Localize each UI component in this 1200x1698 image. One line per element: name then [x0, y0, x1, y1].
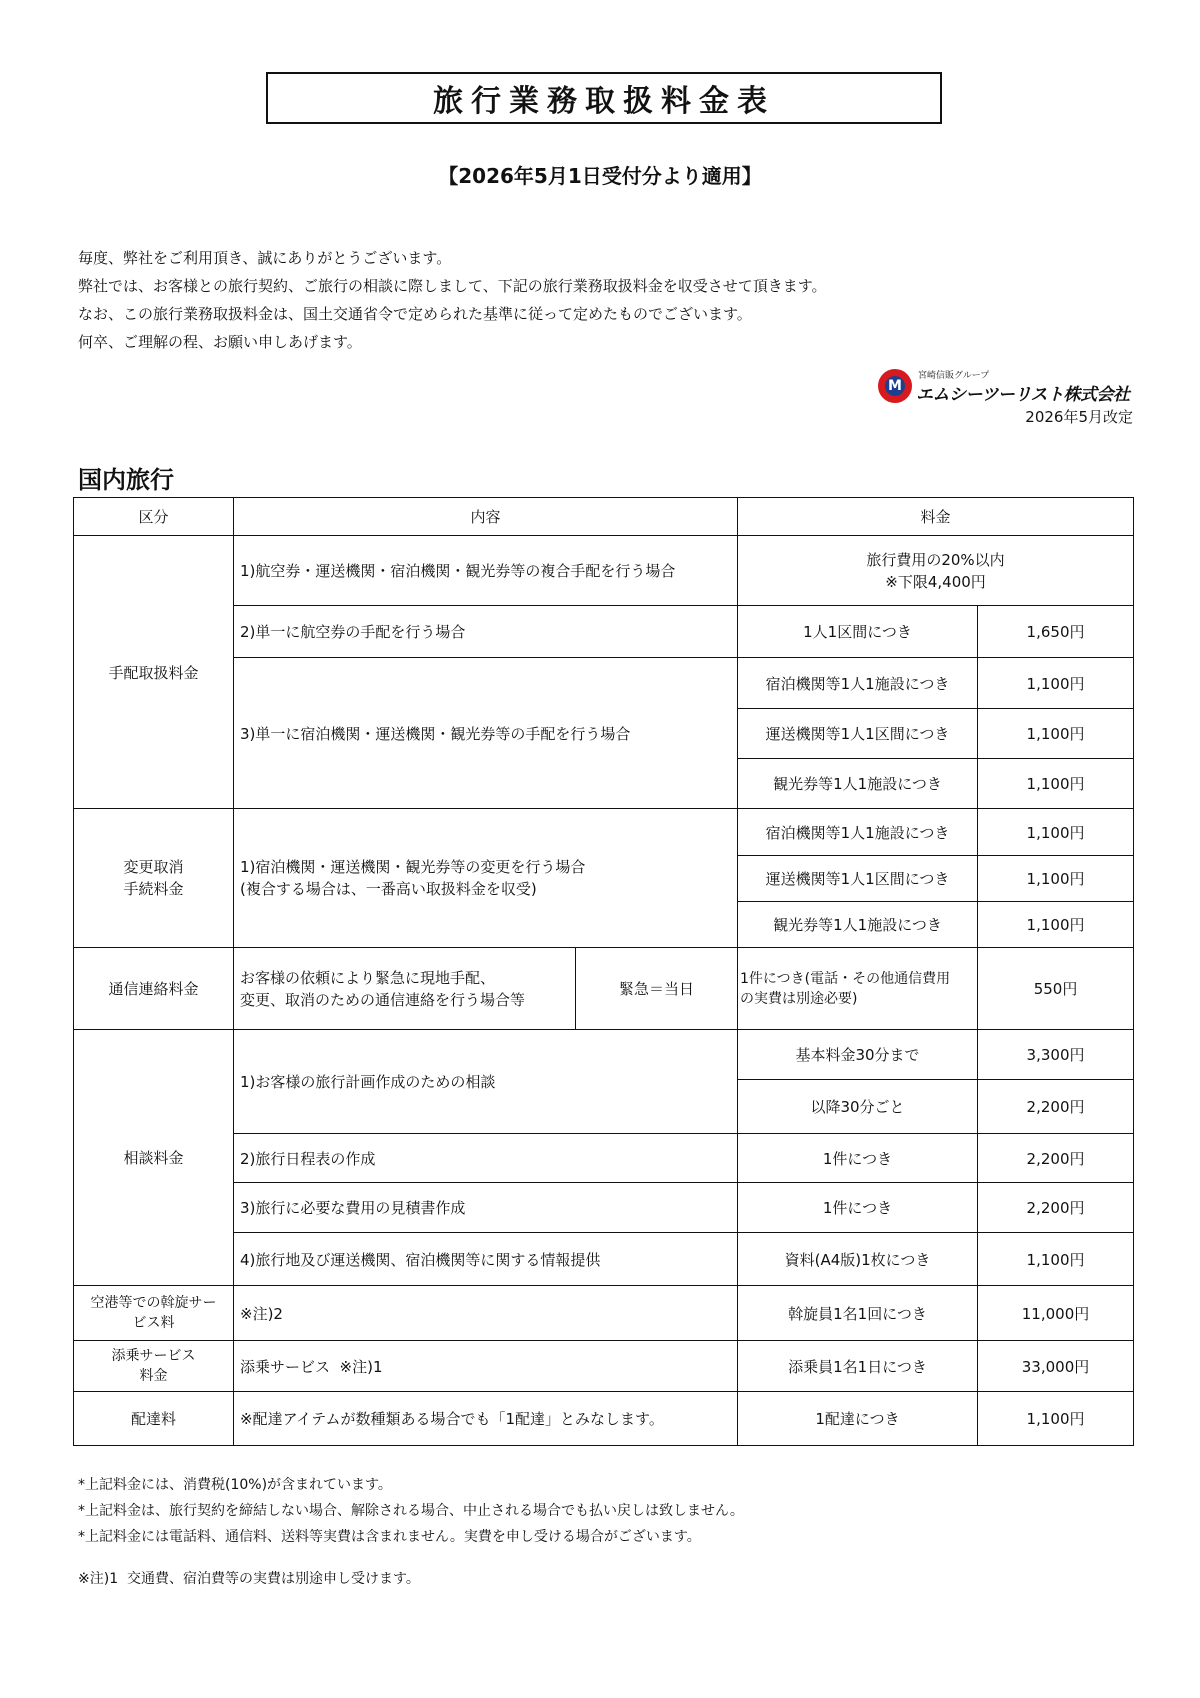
amount-cell: 11,000円: [978, 1286, 1134, 1341]
category-cell: [74, 809, 234, 948]
content-cell: ※注)2: [234, 1286, 738, 1341]
category-cell: 相談料金: [74, 1030, 234, 1286]
notes: [78, 1472, 744, 1550]
intro-line: 何卒、ご理解の程、お願い申しあげます。: [78, 333, 362, 351]
unit-cell: 以降30分ごと: [738, 1080, 978, 1134]
category-line: 変更取消: [123, 858, 184, 876]
content-cell: 3)単一に宿泊機関・運送機関・観光券等の手配を行う場合: [234, 658, 738, 809]
note-line: *上記料金には電話料、通信料、送料等実費は含まれません。実費を申し受ける場合がございます。: [78, 1529, 701, 1545]
content-cell: 2)旅行日程表の作成: [234, 1134, 738, 1183]
logo-group-name: 宮崎信販グループ: [918, 371, 990, 381]
note-line: *上記料金には、消費税(10%)が含まれています。: [78, 1477, 392, 1493]
logo-mark-icon: [878, 369, 912, 403]
section-title: 国内旅行: [78, 466, 174, 494]
amount-cell: 1,100円: [978, 902, 1134, 948]
intro-line: 毎度、弊社をご利用頂き、誠にありがとうございます。: [78, 249, 452, 267]
table-row: [74, 1286, 1134, 1341]
unit-cell: 宿泊機関等1人1施設につき: [738, 658, 978, 709]
content-cell: ※配達アイテムが数種類ある場合でも「1配達」とみなします。: [234, 1392, 738, 1446]
table-row: [74, 1030, 1134, 1080]
fee-line: 旅行費用の20%以内: [866, 550, 1005, 569]
content-cell: 3)旅行に必要な費用の見積書作成: [234, 1183, 738, 1233]
content-cell: 4)旅行地及び運送機関、宿泊機関等に関する情報提供: [234, 1233, 738, 1286]
category-line: ビス料: [132, 1315, 175, 1331]
category-cell: [74, 1286, 234, 1341]
content-cell: 1)航空券・運送機関・宿泊機関・観光券等の複合手配を行う場合: [234, 536, 738, 606]
header-content: 内容: [234, 498, 738, 536]
table-row: [74, 809, 1134, 856]
unit-cell: 観光券等1人1施設につき: [738, 902, 978, 948]
amount-cell: 1,100円: [978, 1233, 1134, 1286]
content-cell: 1)お客様の旅行計画作成のための相談: [234, 1030, 738, 1134]
content-cell: 2)単一に航空券の手配を行う場合: [234, 606, 738, 658]
amount-cell: 1,100円: [978, 709, 1134, 759]
unit-cell: 斡旋員1名1回につき: [738, 1286, 978, 1341]
amount-cell: 3,300円: [978, 1030, 1134, 1080]
amount-cell: 2,200円: [978, 1134, 1134, 1183]
unit-cell: 1配達につき: [738, 1392, 978, 1446]
unit-line: の実費は別途必要): [740, 990, 858, 1007]
table-row: [74, 536, 1134, 606]
company-logo: [878, 366, 1134, 406]
category-line: 手続料金: [123, 880, 184, 898]
unit-cell: 宿泊機関等1人1施設につき: [738, 809, 978, 856]
logo-company-name: エムシーツーリスト株式会社: [916, 385, 1130, 405]
category-line: 添乗サービス: [111, 1348, 196, 1364]
unit-cell: 基本料金30分まで: [738, 1030, 978, 1080]
amount-cell: 1,100円: [978, 1392, 1134, 1446]
effective-date: 【2026年5月1日受付分より適用】: [438, 164, 762, 188]
content-line: 1)宿泊機関・運送機関・観光券等の変更を行う場合: [240, 858, 586, 876]
amount-cell: 1,100円: [978, 759, 1134, 809]
unit-line: 1件につき(電話・その他通信費用: [740, 970, 951, 987]
category-line: 空港等での斡旋サー: [90, 1295, 217, 1311]
table-row: [74, 1392, 1134, 1446]
amount-cell: 550円: [978, 948, 1134, 1030]
unit-cell: 1件につき: [738, 1183, 978, 1233]
unit-cell: 1人1区間につき: [738, 606, 978, 658]
title-box: [266, 72, 942, 124]
footnote: ※注)1 交通費、宿泊費等の実費は別途申し受けます。: [78, 1571, 420, 1587]
category-line: 料金: [139, 1368, 168, 1384]
unit-cell: 観光券等1人1施設につき: [738, 759, 978, 809]
unit-cell: 1件につき: [738, 1134, 978, 1183]
header-fee: 料金: [738, 498, 1134, 536]
amount-cell: 2,200円: [978, 1183, 1134, 1233]
amount-cell: 1,100円: [978, 658, 1134, 709]
amount-cell: 1,100円: [978, 809, 1134, 856]
unit-cell: [738, 948, 978, 1030]
table-row: [74, 1341, 1134, 1392]
intro-line: 弊社では、お客様との旅行契約、ご旅行の相談に際しまして、下記の旅行業務取扱料金を収受させて頂きます。: [78, 277, 827, 295]
content-line: 変更、取消のための通信連絡を行う場合等: [240, 990, 526, 1009]
table-header-row: [74, 498, 1134, 536]
header-category: 区分: [74, 498, 234, 536]
revised-date: 2026年5月改定: [1025, 408, 1133, 426]
content-cell: [234, 948, 576, 1030]
fee-table: [73, 497, 1134, 1446]
category-cell: 配達料: [74, 1392, 234, 1446]
fee-cell: [738, 536, 1134, 606]
intro-text: [78, 244, 827, 356]
category-cell: 通信連絡料金: [74, 948, 234, 1030]
fee-line: ※下限4,400円: [885, 572, 986, 591]
content-line: (複合する場合は、一番高い取扱料金を収受): [240, 880, 537, 898]
page-title: 旅行業務取扱料金表: [433, 84, 775, 119]
emergency-cell: 緊急＝当日: [576, 948, 738, 1030]
logo-mark-letter: M: [885, 376, 905, 396]
amount-cell: 1,100円: [978, 856, 1134, 902]
content-line: お客様の依頼により緊急に現地手配、: [240, 968, 496, 987]
content-cell: 添乗サービス ※注)1: [234, 1341, 738, 1392]
category-cell: 手配取扱料金: [74, 536, 234, 809]
category-cell: [74, 1341, 234, 1392]
amount-cell: 1,650円: [978, 606, 1134, 658]
unit-cell: 運送機関等1人1区間につき: [738, 856, 978, 902]
content-cell: [234, 809, 738, 948]
unit-cell: 資料(A4版)1枚につき: [738, 1233, 978, 1286]
amount-cell: 2,200円: [978, 1080, 1134, 1134]
unit-cell: 運送機関等1人1区間につき: [738, 709, 978, 759]
amount-cell: 33,000円: [978, 1341, 1134, 1392]
table-row: [74, 948, 1134, 1030]
unit-cell: 添乗員1名1日につき: [738, 1341, 978, 1392]
intro-line: なお、この旅行業務取扱料金は、国土交通省令で定められた基準に従って定めたものでございます。: [78, 305, 752, 323]
note-line: *上記料金は、旅行契約を締結しない場合、解除される場合、中止される場合でも払い戻しは致しません。: [78, 1503, 744, 1519]
